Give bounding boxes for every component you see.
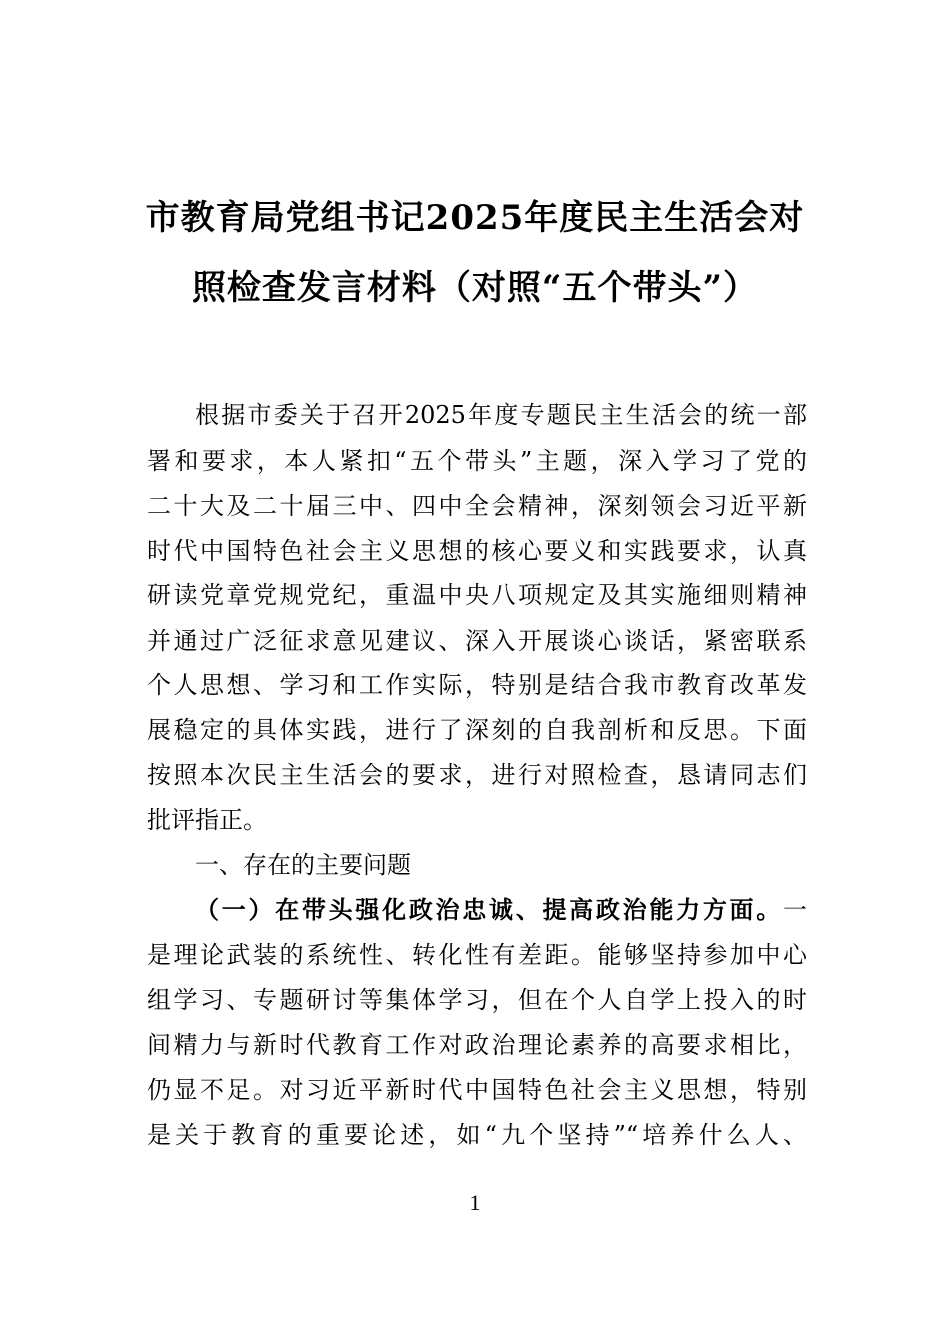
intro-paragraph-line: 个人思想、学习和工作实际，特别是结合我市教育改革发 xyxy=(147,671,807,699)
intro-paragraph-line: 研读党章党规党纪，重温中央八项规定及其实施细则精神 xyxy=(147,581,807,609)
subsection-paragraph-line: 仍显不足。对习近平新时代中国特色社会主义思想，特别 xyxy=(147,1076,807,1104)
intro-paragraph-line: 按照本次民主生活会的要求，进行对照检查，恳请同志们 xyxy=(147,761,807,789)
subsection-paragraph-line: 是关于教育的重要论述，如“九个坚持”“培养什么人、 xyxy=(147,1121,807,1149)
intro-paragraph-line: 展稳定的具体实践，进行了深刻的自我剖析和反思。下面 xyxy=(147,716,807,744)
intro-paragraph-line: 根据市委关于召开2025年度专题民主生活会的统一部 xyxy=(195,401,807,429)
intro-paragraph-line: 并通过广泛征求意见建议、深入开展谈心谈话，紧密联系 xyxy=(147,627,807,655)
intro-paragraph-line: 二十大及二十届三中、四中全会精神，深刻领会习近平新 xyxy=(147,492,807,520)
document-title-line-1: 市教育局党组书记2025年度民主生活会对 xyxy=(145,198,805,238)
intro-paragraph-line: 批评指正。 xyxy=(147,806,267,834)
subsection-paragraph-line: 间精力与新时代教育工作对政治理论素养的高要求相比， xyxy=(147,1031,807,1059)
subsection-lead-line xyxy=(195,895,807,925)
subsection-lead-bold: （一）在带头强化政治忠诚、提高政治能力方面。 xyxy=(195,895,783,924)
page-number: 1 xyxy=(469,1190,481,1215)
intro-paragraph-line: 署和要求，本人紧扣“五个带头”主题，深入学习了党的 xyxy=(147,447,807,475)
document-title-line-2: 照检查发言材料（对照“五个带头”） xyxy=(191,268,759,308)
intro-paragraph-line: 时代中国特色社会主义思想的核心要义和实践要求，认真 xyxy=(147,537,807,565)
section-heading: 一、存在的主要问题 xyxy=(195,851,411,879)
subsection-paragraph-line: 组学习、专题研讨等集体学习，但在个人自学上投入的时 xyxy=(147,986,807,1014)
subsection-paragraph-line: 是理论武装的系统性、转化性有差距。能够坚持参加中心 xyxy=(147,941,807,969)
subsection-lead-rest: 一 xyxy=(783,896,807,924)
